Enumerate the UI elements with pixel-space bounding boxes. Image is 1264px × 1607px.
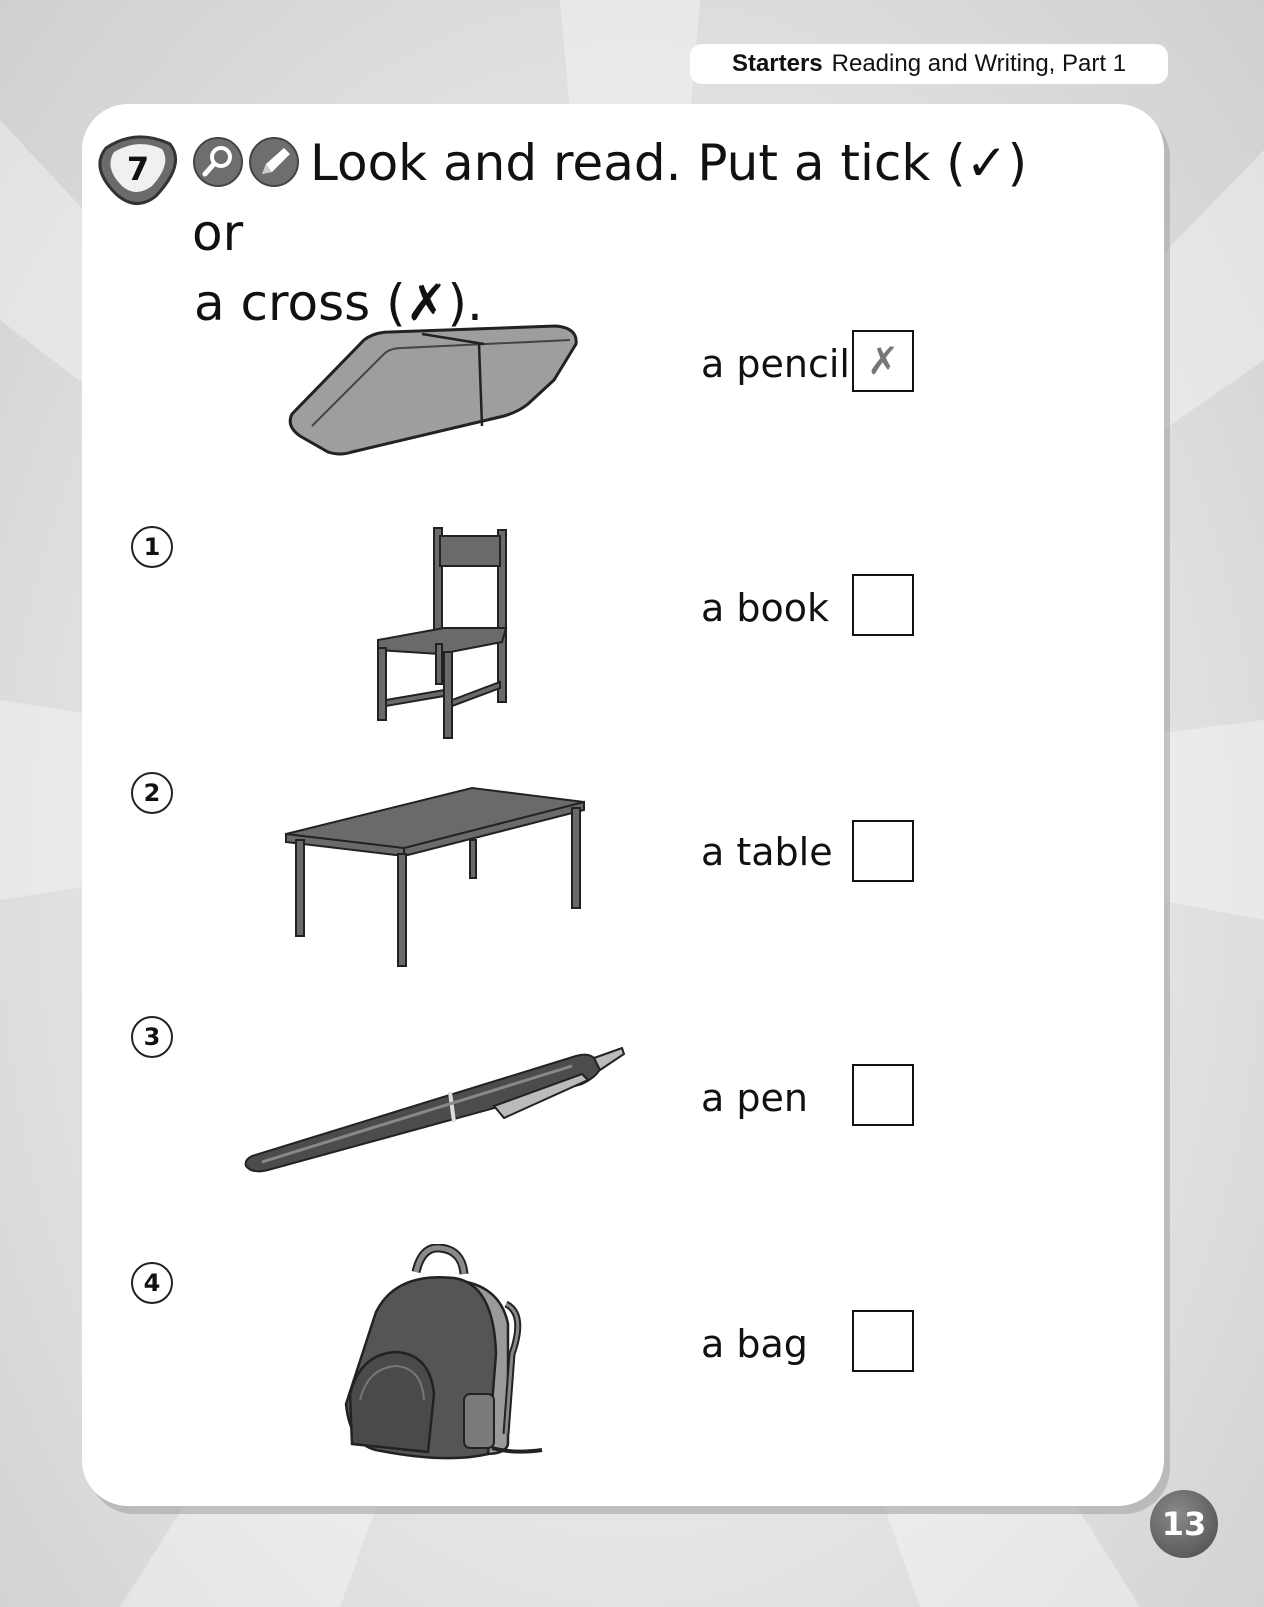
exercise-number: 7 (126, 150, 150, 188)
item-number-2: 2 (131, 772, 173, 814)
page-number: 13 (1150, 1490, 1218, 1558)
item-4-word: a bag (701, 1322, 808, 1366)
item-3-answer-box[interactable] (852, 1064, 914, 1126)
exercise-instruction (192, 128, 1092, 338)
example-word: a pencil (701, 342, 850, 386)
item-number-3: 3 (131, 1016, 173, 1058)
instruction-line-1: Look and read. Put a tick (✓) or (192, 134, 1028, 262)
pen-picture (242, 1046, 626, 1174)
item-1-answer-box[interactable] (852, 574, 914, 636)
section-header (690, 44, 1168, 84)
chair-picture (374, 524, 514, 742)
section-title: Reading and Writing, Part 1 (831, 50, 1127, 77)
table-picture (284, 786, 586, 970)
instruction-line-2: a cross (✗). (194, 274, 483, 332)
item-3-word: a pen (701, 1076, 808, 1120)
example-answer-box[interactable]: ✗ (852, 330, 914, 392)
item-4-answer-box[interactable] (852, 1310, 914, 1372)
item-2-answer-box[interactable] (852, 820, 914, 882)
item-2-word: a table (701, 830, 833, 874)
eraser-picture (286, 318, 586, 458)
exercise-number-badge (96, 134, 180, 206)
item-1-word: a book (701, 586, 829, 630)
item-number-1: 1 (131, 526, 173, 568)
backpack-picture (336, 1244, 556, 1464)
item-number-4: 4 (131, 1262, 173, 1304)
series-title: Starters (731, 50, 823, 77)
